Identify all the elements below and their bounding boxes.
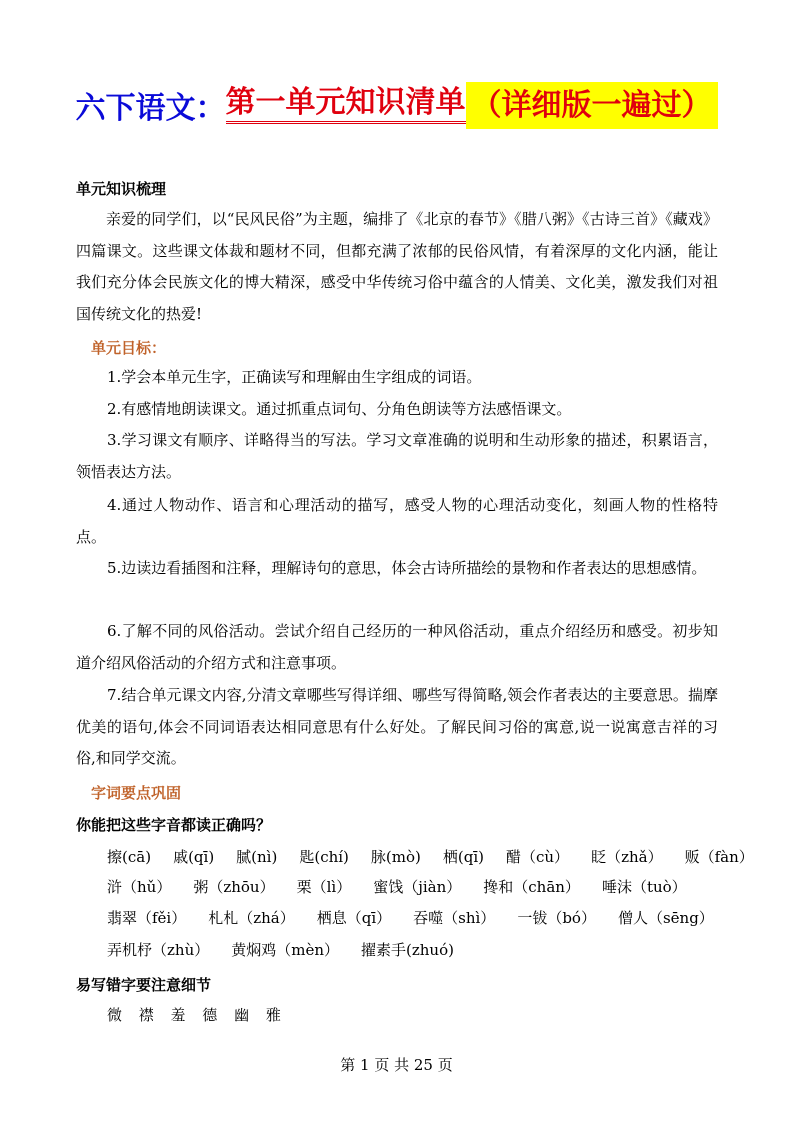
- goal-item: 2.有感情地朗读课文。通过抓重点词句、分角色朗读等方法感悟课文。: [107, 400, 572, 418]
- pinyin-word: 僧人（sēng）: [617, 909, 714, 927]
- error-chars: 微 襟 羞 德 幽 雅: [107, 1006, 287, 1024]
- pinyin-word: 匙(chí): [299, 848, 349, 866]
- pinyin-word: 浒（hǔ）: [107, 878, 172, 896]
- pinyin-word: 擦(cā): [107, 848, 152, 866]
- pinyin-question: 你能把这些字音都读正确吗？: [76, 816, 272, 834]
- page-footer: 第 1 页 共 25 页: [340, 1056, 453, 1074]
- pinyin-line: [107, 907, 736, 928]
- pinyin-word: 眨（zhǎ）: [591, 848, 663, 866]
- pinyin-line: [107, 846, 776, 867]
- error-heading: 易写错字要注意细节: [76, 976, 212, 994]
- goal-item: 7.结合单元课文内容,分清文章哪些写得详细、哪些写得简略,领会作者表达的主要意思。揣摩优美的语句,体会不同词语表达相同意思有什么好处。了解民间习俗的寓意,说一说寓意吉祥的习俗,和同学交流。: [76, 686, 718, 767]
- section-heading-overview: 单元知识梳理: [76, 180, 167, 198]
- pinyin-word: 栖(qī): [442, 848, 484, 866]
- goals-heading: 单元目标：: [91, 339, 167, 357]
- pinyin-word: 脉(mò): [370, 848, 421, 866]
- pinyin-word: 栗（lì）: [296, 878, 352, 896]
- goal-item: 5.边读边看插图和注释，理解诗句的意思，体会古诗所描绘的景物和作者表达的思想感情。: [107, 559, 707, 577]
- pinyin-word: 栖息（qī）: [316, 909, 392, 927]
- pinyin-line: [107, 939, 476, 960]
- page-title: [0, 78, 793, 132]
- pinyin-word: 戚(qī): [173, 848, 215, 866]
- pinyin-word: 腻(nì): [236, 848, 278, 866]
- intro-paragraph: 亲爱的同学们，以“民风民俗”为主题，编排了《北京的春节》《腊八粥》《古诗三首》《藏戏》四篇课文。这些课文体裁和题材不同，但都充满了浓郁的民俗风情，有着深厚的文化内涵，能让我们充分体会民族文化的博大精深，感受中华传统习俗中蕴含的人情美、文化美，激发我们对祖国传统文化的热爱!: [76, 210, 718, 323]
- pinyin-word: 弄机杼（zhù）: [107, 941, 210, 959]
- pinyin-word: 翡翠（fěi）: [107, 909, 187, 927]
- pinyin-word: 擢素手(zhuó): [361, 941, 454, 959]
- goal-item: 1.学会本单元生字，正确读写和理解由生字组成的词语。: [107, 368, 482, 386]
- pinyin-word: 黄焖鸡（mèn）: [231, 941, 339, 959]
- pinyin-word: 搀和（chān）: [483, 878, 580, 896]
- vocab-heading: 字词要点巩固: [91, 784, 182, 802]
- title-badge: （详细版一遍过）: [466, 82, 718, 129]
- title-grade: 六下语文：: [75, 91, 226, 126]
- pinyin-word: 札札（zhá）: [208, 909, 295, 927]
- goal-item: 6.了解不同的风俗活动。尝试介绍自己经历的一种风俗活动，重点介绍经历和感受。初步知道介绍风俗活动的介绍方式和注意事项。: [76, 622, 718, 672]
- pinyin-word: 贩（fàn）: [684, 848, 754, 866]
- pinyin-word: 唾沫（tuò）: [601, 878, 687, 896]
- pinyin-word: 一钹（bó）: [517, 909, 596, 927]
- pinyin-word: 吞噬（shì）: [413, 909, 496, 927]
- pinyin-word: 蜜饯（jiàn）: [373, 878, 462, 896]
- goal-item: 3.学习课文有顺序、详略得当的写法。学习文章准确的说明和生动形象的描述，积累语言，领悟表达方法。: [76, 431, 718, 481]
- goal-item: 4.通过人物动作、语言和心理活动的描写，感受人物的心理活动变化，刻画人物的性格特点。: [76, 496, 718, 546]
- pinyin-word: 粥（zhōu）: [193, 878, 275, 896]
- pinyin-word: 醋（cù）: [506, 848, 570, 866]
- pinyin-line: [107, 876, 709, 897]
- title-unit: 第一单元知识清单: [226, 86, 466, 124]
